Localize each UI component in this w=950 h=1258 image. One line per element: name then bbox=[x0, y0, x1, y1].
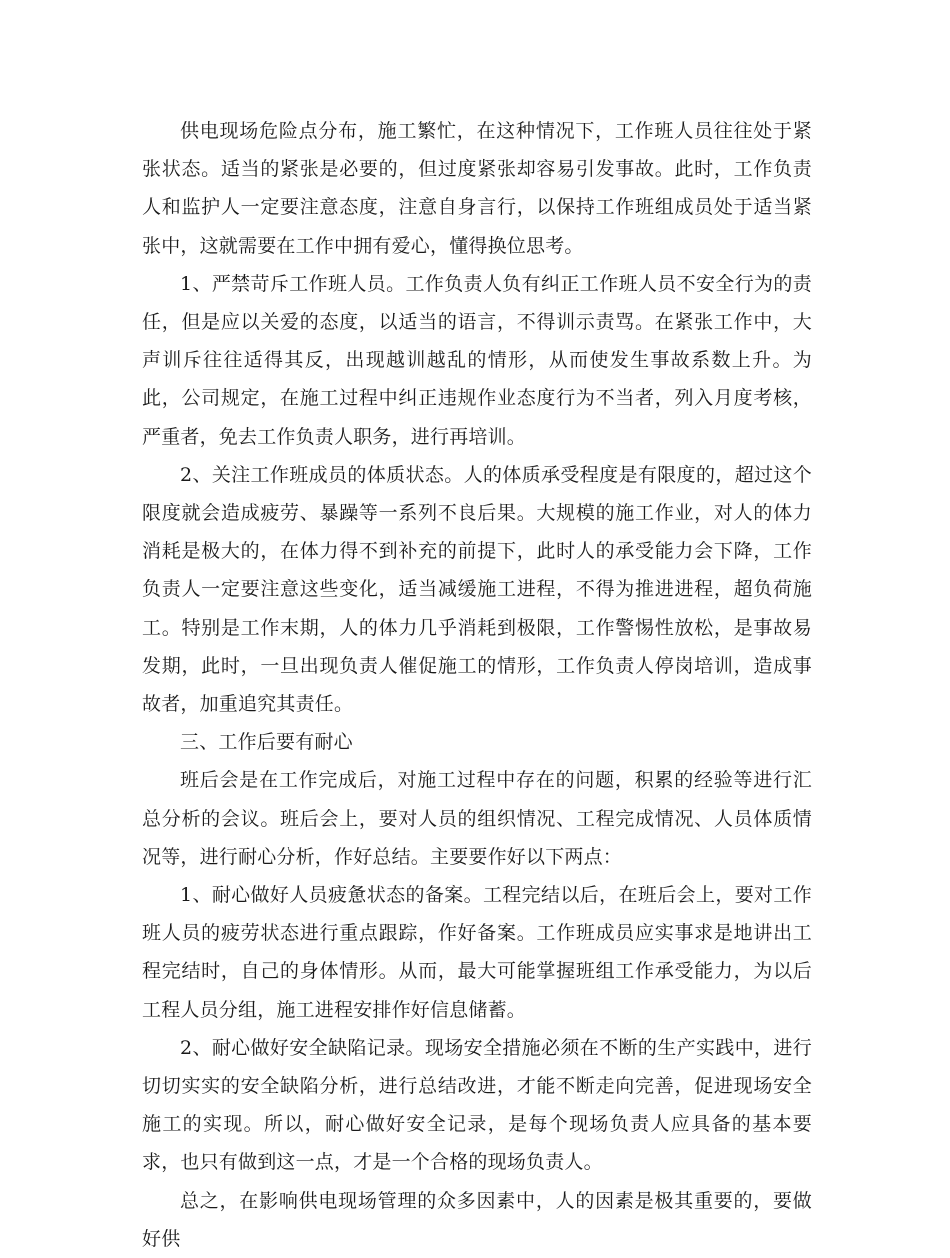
paragraph-post-shift-meeting: 班后会是在工作完成后，对施工过程中存在的问题，积累的经验等进行汇总分析的会议。班后会上，要对人员的组织情况、工程完成情况、人员体质情况等，进行耐心分析，作好总结。主要要作好以下两点： bbox=[142, 769, 812, 868]
paragraph-item-1-fatigue-record: 1、耐心做好人员疲惫状态的备案。工程完结以后，在班后会上，要对工作班人员的疲劳状态进行重点跟踪，作好备案。工作班成员应实事求是地讲出工程完结时，自己的身体情形。从而，最大可能掌握班组工作承受能力，为以后工程人员分组，施工进程安排作好信息储蓄。 bbox=[142, 884, 812, 1021]
paragraph-conclusion: 总之，在影响供电现场管理的众多因素中，人的因素是极其重要的，要做好供 bbox=[142, 1189, 812, 1250]
paragraph-item-2-safety-record: 2、耐心做好安全缺陷记录。现场安全措施必须在不断的生产实践中，进行切切实实的安全缺陷分析，进行总结改进，才能不断走向完善，促进现场安全施工的实现。所以，耐心做好安全记录，是每个现场负责人应具备的基本要求，也只有做到这一点，才是一个合格的现场负责人。 bbox=[142, 1036, 812, 1174]
document-body bbox=[142, 112, 812, 1258]
section-heading-after-work: 三、工作后要有耐心 bbox=[180, 731, 353, 754]
paragraph-item-1-no-scolding: 1、严禁苛斥工作班人员。工作负责人负有纠正工作班人员不安全行为的责任，但是应以关爱的态度，以适当的语言，不得训示责骂。在紧张工作中，大声训斥往往适得其反，出现越训越乱的情形，从而使发生事故系数上升。为此，公司规定，在施工过程中纠正违规作业态度行为不当者，列入月度考核，严重者，免去工作负责人职务，进行再培训。 bbox=[142, 272, 812, 448]
paragraph-item-2-physical-state: 2、关注工作班成员的体质状态。人的体质承受程度是有限度的，超过这个限度就会造成疲劳、暴躁等一系列不良后果。大规模的施工作业，对人的体力消耗是极大的，在体力得不到补充的前提下，此时人的承受能力会下降，工作负责人一定要注意这些变化，适当减缓施工进程，不得为推进进程，超负荷施工。特别是工作末期，人的体力几乎消耗到极限，工作警惕性放松，是事故易发期，此时，一旦出现负责人催促施工的情形，工作负责人停岗培训，造成事故者，加重追究其责任。 bbox=[142, 463, 812, 716]
paragraph-intro: 供电现场危险点分布，施工繁忙，在这种情况下，工作班人员往往处于紧张状态。适当的紧张是必要的，但过度紧张却容易引发事故。此时，工作负责人和监护人一定要注意态度，注意自身言行，以保持工作班组成员处于适当紧张中，这就需要在工作中拥有爱心，懂得换位思考。 bbox=[142, 120, 812, 257]
